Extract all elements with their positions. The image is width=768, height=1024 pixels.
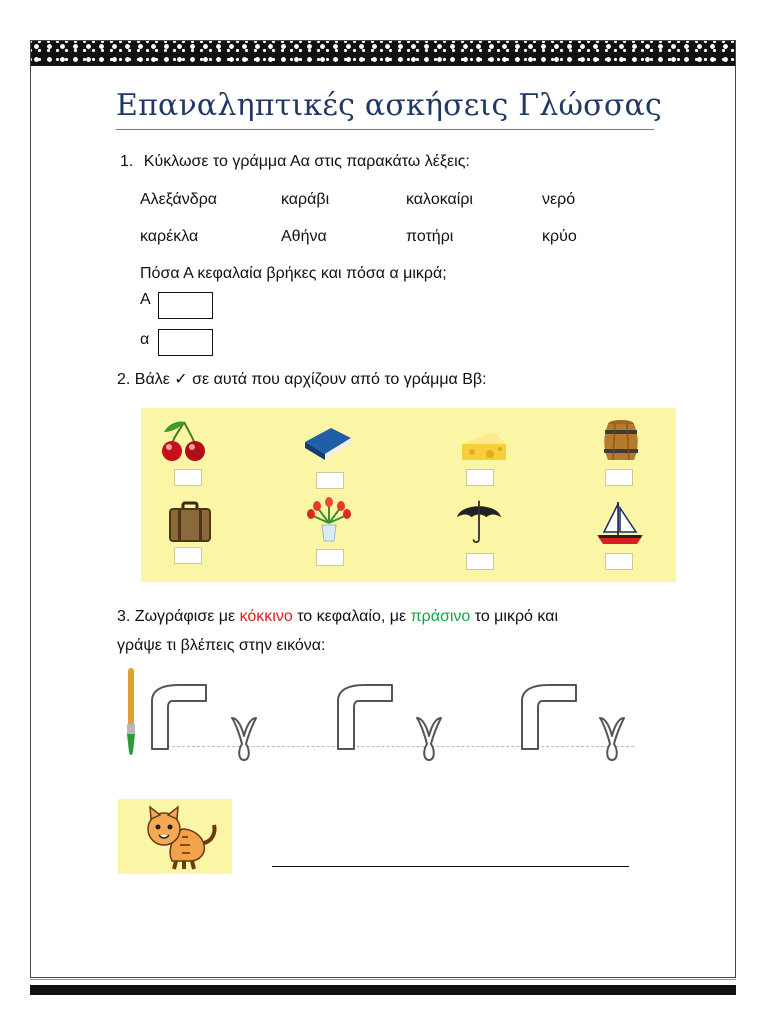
- exercise-2-heading: [117, 369, 487, 389]
- tick-box-sailboat[interactable]: [605, 553, 633, 570]
- exercise-3-part1: 3. Ζωγράφισε με: [117, 608, 236, 625]
- word-karavi[interactable]: καράβι: [281, 191, 330, 208]
- green-word: πράσινο: [410, 608, 471, 625]
- word-alexandra[interactable]: Αλεξάνδρα: [140, 191, 218, 208]
- count-question: Πόσα Α κεφαλαία βρήκες και πόσα α μικρά;: [140, 265, 447, 282]
- answer-write-line[interactable]: [272, 866, 629, 867]
- umbrella-icon: [453, 497, 505, 543]
- paintbrush-icon: [120, 666, 142, 760]
- tick-box-cherries[interactable]: [174, 469, 202, 486]
- tick-box-umbrella[interactable]: [466, 553, 494, 570]
- cat-icon: [132, 803, 220, 871]
- sailboat-icon: [594, 500, 646, 546]
- check-mark-icon: ✓: [174, 371, 188, 388]
- exercise-3-part2: το κεφαλαίο, με: [297, 608, 407, 625]
- tick-box-cheese[interactable]: [466, 469, 494, 486]
- word-athina[interactable]: Αθήνα: [281, 228, 327, 245]
- lowercase-count-box[interactable]: [158, 329, 213, 356]
- uppercase-count-box[interactable]: [158, 292, 213, 319]
- word-nero[interactable]: νερό: [542, 191, 576, 208]
- exercise-2-prefix: 2. Βάλε: [117, 371, 170, 388]
- footer-rule-thin: [30, 979, 736, 980]
- cherries-icon: [158, 418, 210, 464]
- red-word: κόκκινο: [239, 608, 293, 625]
- exercise-1-heading: [120, 153, 470, 171]
- lowercase-label: α: [140, 331, 150, 348]
- title-underline: [116, 129, 654, 130]
- word-karekla[interactable]: καρέκλα: [140, 228, 199, 245]
- footer-rule-thick: [30, 985, 736, 995]
- book-icon: [301, 420, 353, 466]
- tick-box-suitcase[interactable]: [174, 547, 202, 564]
- tick-box-book[interactable]: [316, 472, 344, 489]
- exercise-1-instruction: Κύκλωσε το γράμμα Αα στις παρακάτω λέξεις:: [143, 153, 470, 170]
- word-kalokairi[interactable]: καλοκαίρι: [406, 191, 473, 208]
- capital-gamma-outline-2[interactable]: [334, 683, 396, 751]
- tick-box-barrel[interactable]: [605, 469, 633, 486]
- uppercase-label: Α: [140, 291, 151, 308]
- suitcase-icon: [164, 500, 216, 546]
- small-gamma-outline-1[interactable]: [230, 714, 258, 764]
- barrel-icon: [595, 418, 647, 464]
- capital-gamma-outline-3[interactable]: [518, 683, 580, 751]
- small-gamma-outline-3[interactable]: [598, 714, 626, 764]
- tulips-icon: [303, 497, 355, 543]
- cat-picture-panel: [118, 799, 232, 874]
- small-gamma-outline-2[interactable]: [415, 714, 443, 764]
- exercise-2-suffix: σε αυτά που αρχίζουν από το γράμμα Ββ:: [192, 371, 487, 388]
- tick-box-tulips[interactable]: [316, 549, 344, 566]
- exercise-3-line2: γράψε τι βλέπεις στην εικόνα:: [117, 637, 326, 654]
- capital-gamma-outline-1[interactable]: [148, 683, 210, 751]
- word-potiri[interactable]: ποτήρι: [406, 228, 454, 245]
- word-kryo[interactable]: κρύο: [542, 228, 577, 245]
- exercise-3-part3: το μικρό και: [474, 608, 558, 625]
- exercise-1-number: 1.: [120, 153, 134, 170]
- cheese-icon: [458, 424, 510, 470]
- exercise-3-heading: [117, 608, 558, 626]
- page-title: Επαναληπτικές ασκήσεις Γλώσσας: [116, 88, 662, 123]
